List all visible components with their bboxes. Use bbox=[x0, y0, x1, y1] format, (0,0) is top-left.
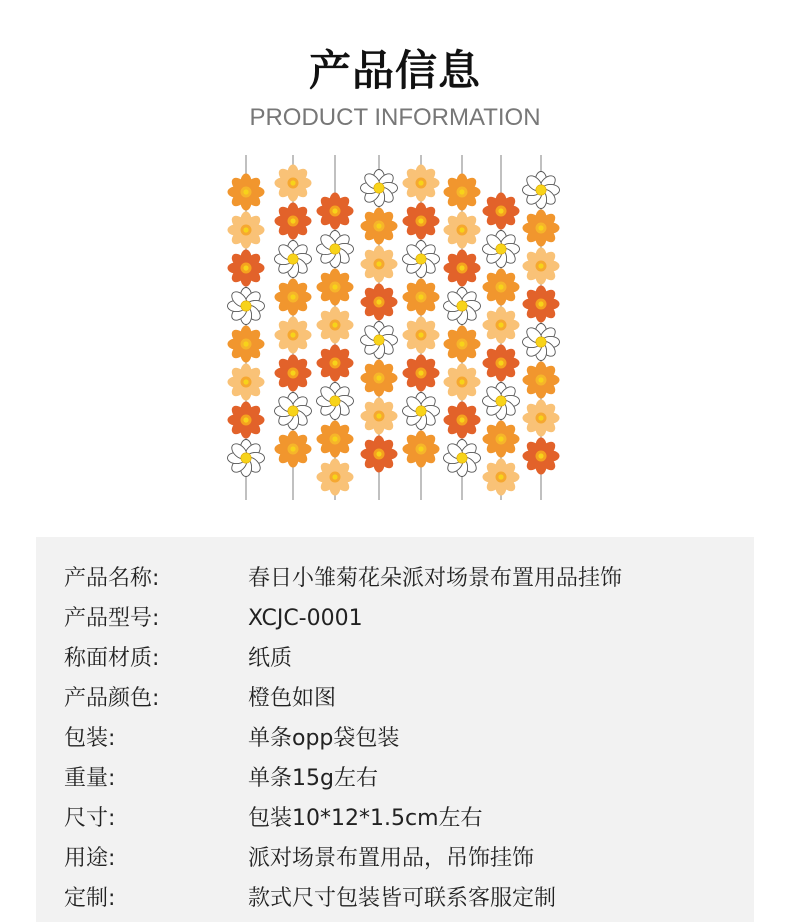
spec-value: 单条15g左右 bbox=[248, 766, 378, 791]
spec-value: 橙色如图 bbox=[248, 686, 337, 711]
spec-value: 包装10*12*1.5cm左右 bbox=[248, 806, 483, 831]
spec-label: 定制: bbox=[64, 886, 116, 911]
spec-row-material bbox=[36, 639, 754, 679]
spec-value: 款式尺寸包装皆可联系客服定制 bbox=[248, 886, 557, 911]
page-title: 产品信息 bbox=[308, 46, 481, 95]
spec-row-model bbox=[36, 599, 754, 639]
spec-row-usage bbox=[36, 839, 754, 879]
spec-value: 春日小雏菊花朵派对场景布置用品挂饰 bbox=[248, 566, 623, 591]
spec-label: 产品型号: bbox=[64, 606, 160, 631]
spec-label: 包装: bbox=[64, 726, 116, 751]
page-subtitle: PRODUCT INFORMATION bbox=[249, 104, 541, 131]
spec-value: 派对场景布置用品，吊饰挂饰 bbox=[248, 846, 535, 871]
daisy-garland-icon bbox=[220, 150, 570, 505]
spec-row-custom bbox=[36, 879, 754, 919]
spec-label: 产品颜色: bbox=[64, 686, 160, 711]
spec-label: 用途: bbox=[64, 846, 116, 871]
spec-label: 重量: bbox=[64, 766, 116, 791]
spec-value: XCJC-0001 bbox=[248, 606, 363, 631]
spec-row-color bbox=[36, 679, 754, 719]
spec-row-packaging bbox=[36, 719, 754, 759]
spec-row-name bbox=[36, 559, 754, 599]
spec-label: 称面材质: bbox=[64, 646, 160, 671]
spec-row-size bbox=[36, 799, 754, 839]
product-specs-panel bbox=[36, 537, 754, 922]
spec-row-weight bbox=[36, 759, 754, 799]
spec-value: 纸质 bbox=[248, 646, 293, 671]
spec-label: 产品名称: bbox=[64, 566, 160, 591]
spec-label: 尺寸: bbox=[64, 806, 116, 831]
spec-value: 单条opp袋包装 bbox=[248, 726, 400, 751]
